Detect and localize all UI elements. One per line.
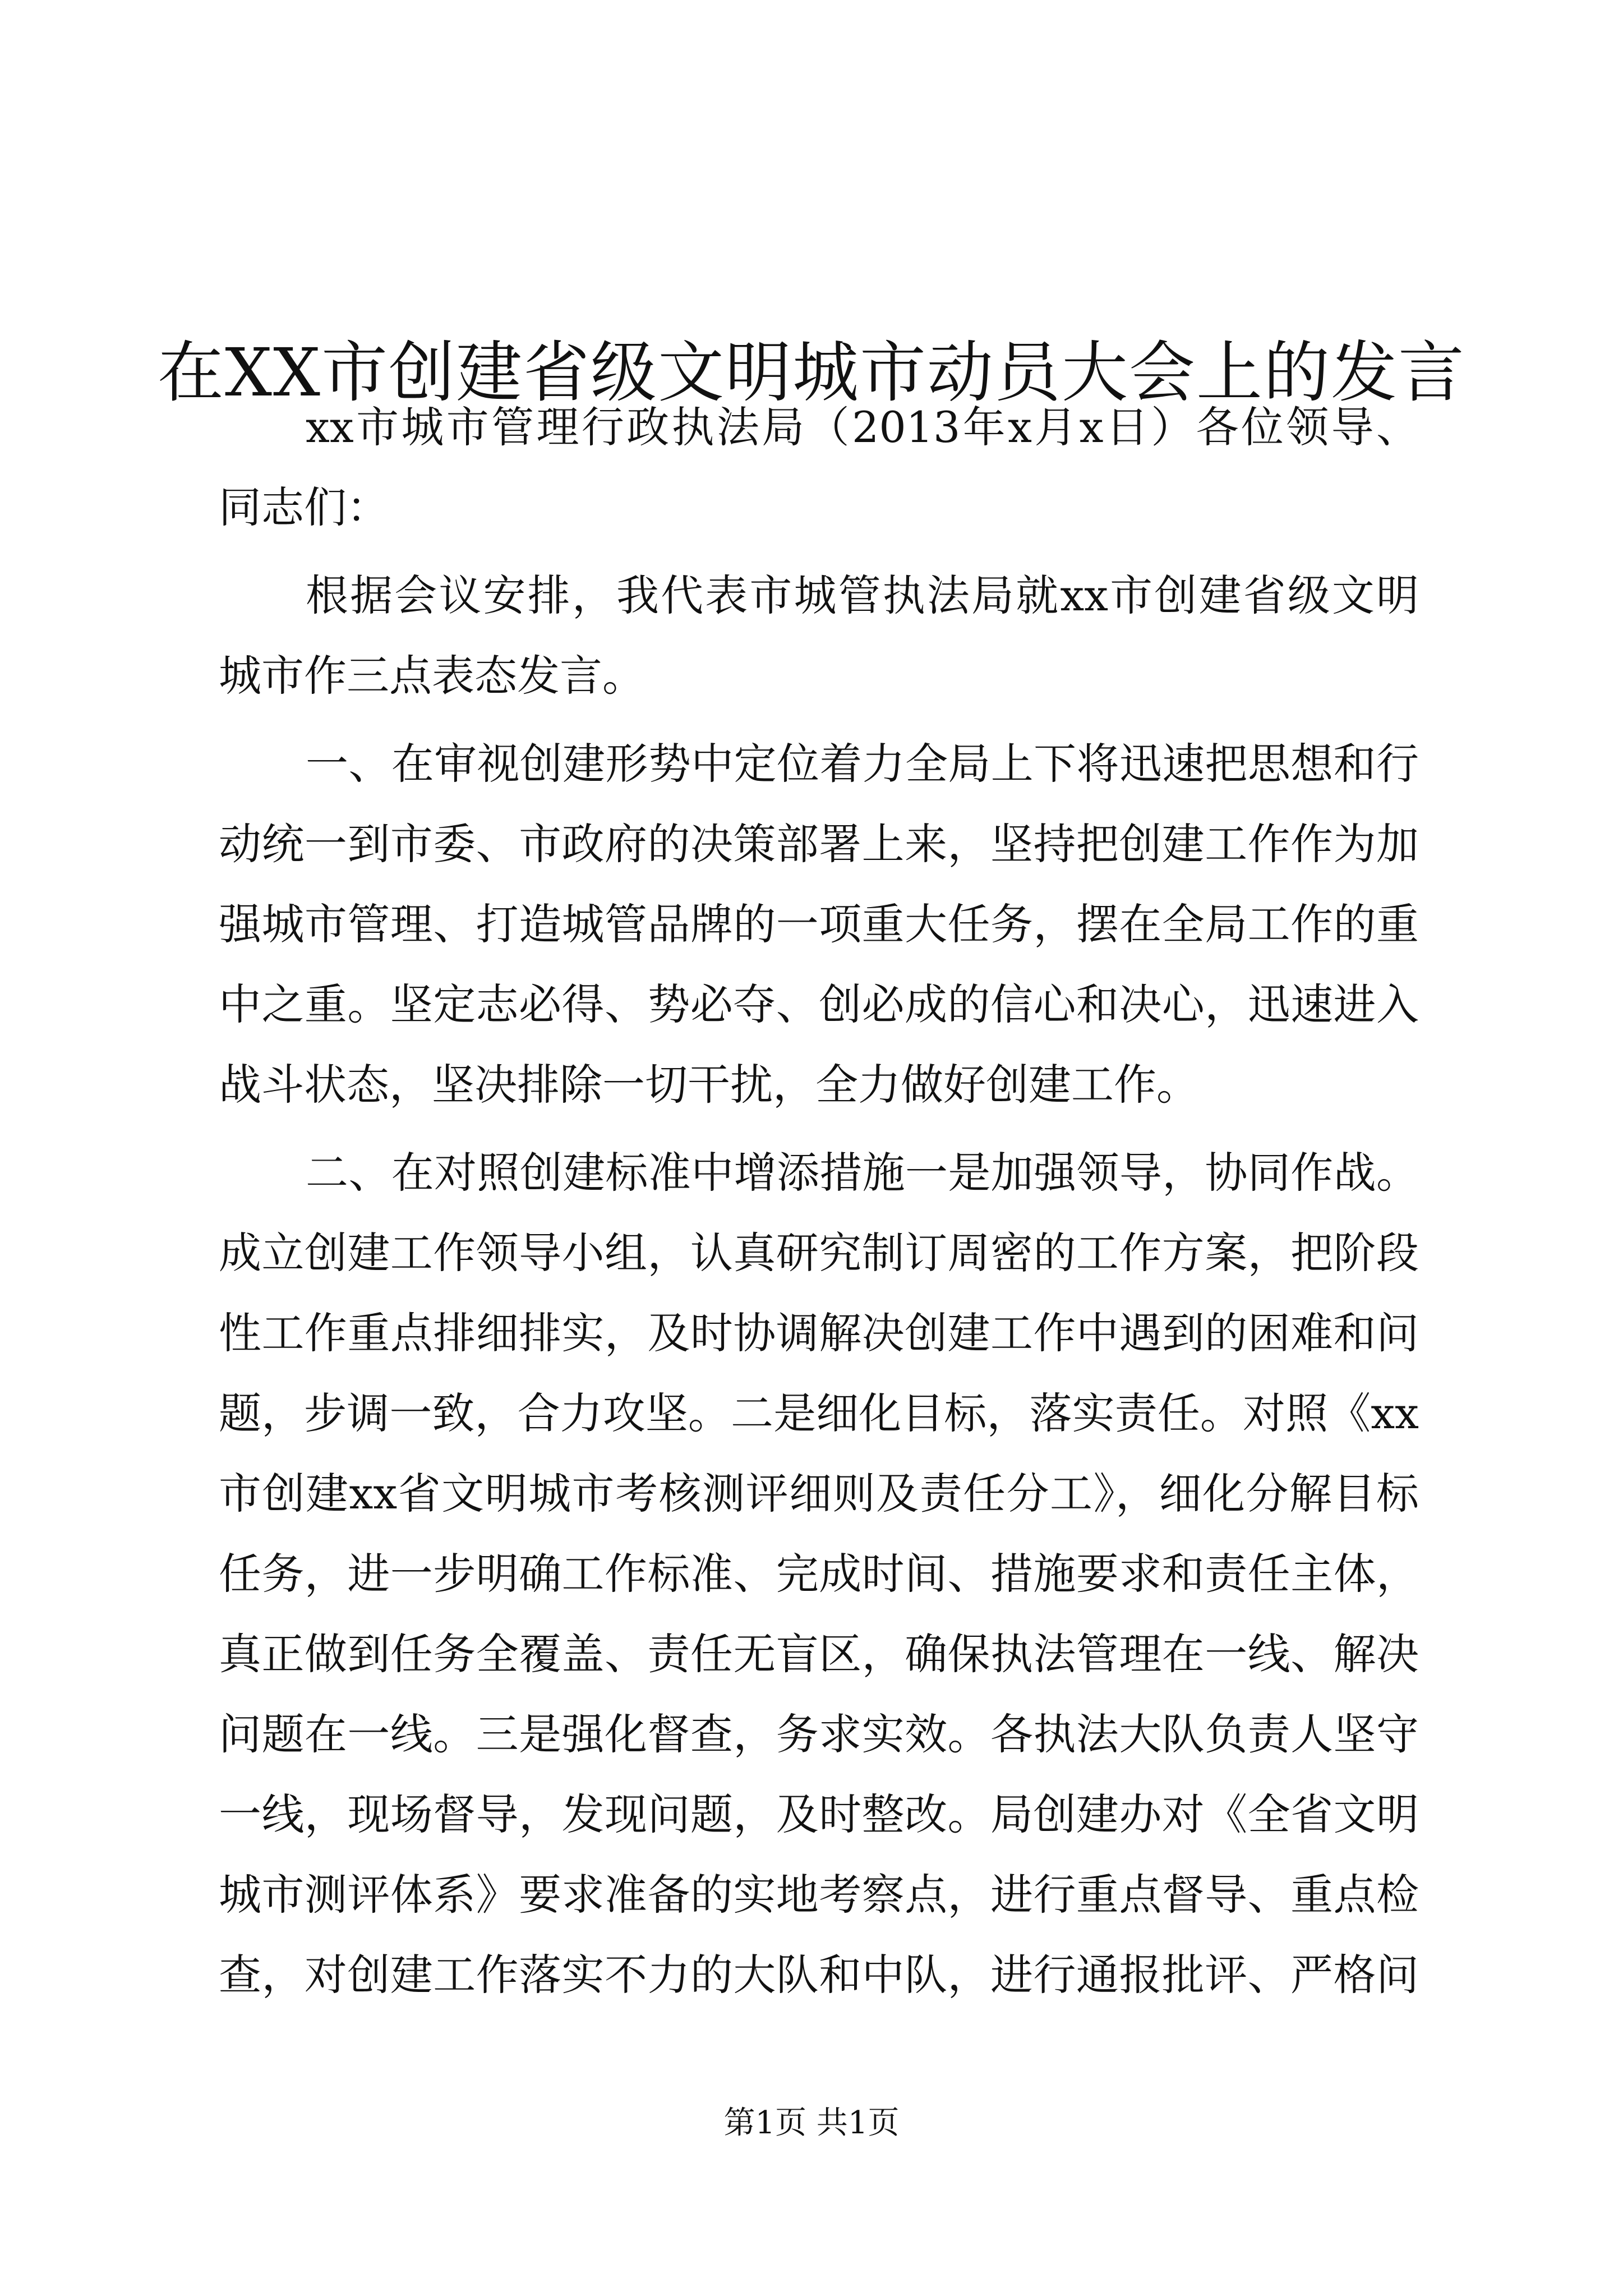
paragraph-line: 城市作三点表态发言。: [219, 651, 645, 701]
paragraph-line: 成立创建工作领导小组，认真研究制订周密的工作方案，把阶段: [219, 1228, 1419, 1278]
paragraph-line: 真正做到任务全覆盖、责任无盲区，确保执法管理在一线、解决: [219, 1629, 1419, 1679]
paragraph-line: 城市测评体系》要求准备的实地考察点，进行重点督导、重点检: [219, 1870, 1419, 1920]
paragraph-line: 查，对创建工作落实不力的大队和中队，进行通报批评、严格问: [219, 1950, 1419, 2000]
paragraph-line: 根据会议安排，我代表市城管执法局就xx市创建省级文明: [306, 570, 1419, 620]
paragraph-line: 动统一到市委、市政府的决策部署上来，坚持把创建工作作为加: [219, 819, 1419, 869]
paragraph-line: 二、在对照创建标准中增添措施一是加强领导，协同作战。: [306, 1148, 1419, 1198]
document-body: [219, 387, 1419, 2015]
paragraph-line: 一线，现场督导，发现问题，及时整改。局创建办对《全省文明: [219, 1789, 1419, 1839]
paragraph-line: 中之重。坚定志必得、势必夺、创必成的信心和决心，迅速进入: [219, 979, 1419, 1029]
paragraph-line: 市创建xx省文明城市考核测评细则及责任分工》，细化分解目标: [219, 1469, 1419, 1519]
paragraph-line: 强城市管理、打造城管品牌的一项重大任务，摆在全局工作的重: [219, 899, 1419, 949]
paragraph-line: xx市城市管理行政执法局（2013年x月x日）各位领导、: [306, 402, 1419, 452]
paragraph-line: 同志们：: [219, 482, 389, 532]
paragraph-line: 问题在一线。三是强化督查，务求实效。各执法大队负责人坚守: [219, 1709, 1419, 1759]
page-footer: 第1页 共1页: [723, 2105, 900, 2141]
paragraph-line: 战斗状态，坚决排除一切干扰，全力做好创建工作。: [219, 1060, 1199, 1110]
document-title: 在XX市创建省级文明城市动员大会上的发言: [157, 334, 1465, 412]
paragraph-line: 一、在审视创建形势中定位着力全局上下将迅速把思想和行: [306, 739, 1419, 789]
paragraph-line: 任务，进一步明确工作标准、完成时间、措施要求和责任主体，: [219, 1549, 1419, 1599]
paragraph-line: 性工作重点排细排实，及时协调解决创建工作中遇到的困难和问: [219, 1308, 1419, 1358]
paragraph-line: 题，步调一致，合力攻坚。二是细化目标，落实责任。对照《xx: [219, 1388, 1419, 1438]
